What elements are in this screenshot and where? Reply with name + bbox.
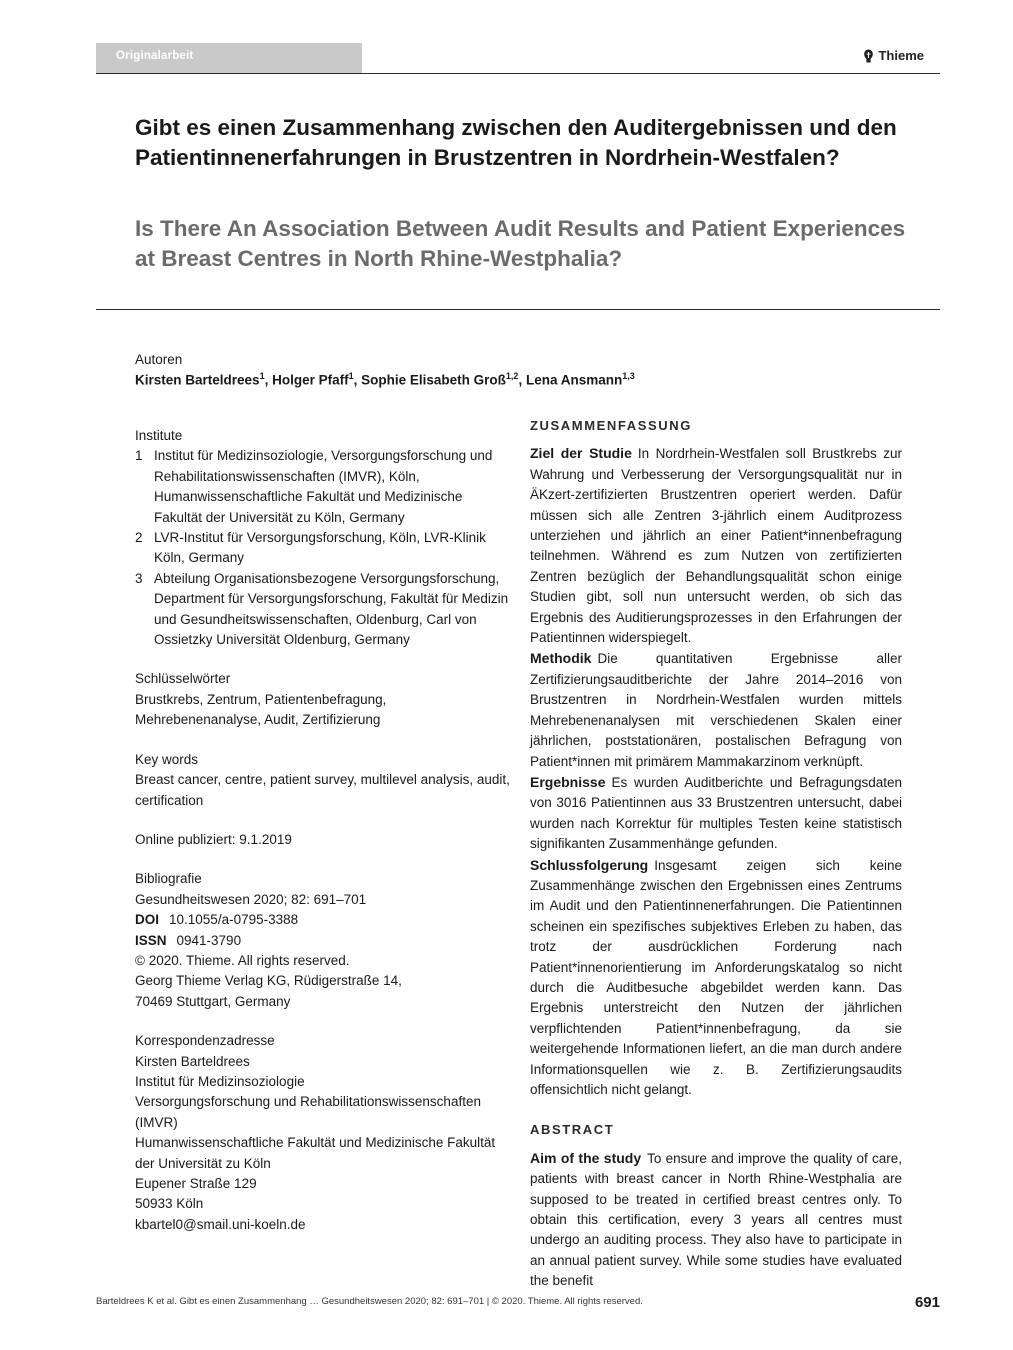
author-affiliation: 1	[348, 371, 354, 381]
summary-text: In Nordrhein-Westfalen soll Brustkrebs zur Wahrung und Verbesserung der Versorgungsqualität nur in ÄKzert-zertifizierten Brustzentren operiert werden. Dafür müssen sich alle Zentren 3-jährlich einem Auditprozess unterziehen und jährlich an einer Patient*innenbefragung teilnehmen. Während es zum Nutzen von zertifizierten Zentren bezüglich der Behandlungsqualität schon einige Studien gibt, soll nun untersucht werden, ob sich das Ergebnis des Auditierungsprozesses in den Erfahrungen der Patientinnen widerspiegelt.	[530, 446, 902, 646]
title-german: Gibt es einen Zusammenhang zwischen den Auditergebnissen und den Patientinnenerfahrungen in Brustzentren in Nordrhein-Westfalen?	[135, 115, 897, 170]
keywords-en-section	[135, 750, 510, 811]
author-separator: ,	[518, 372, 526, 388]
issn-row	[135, 931, 510, 951]
summary-paragraph	[530, 855, 902, 1101]
summary-subheading: Methodik	[530, 650, 592, 667]
page-number: 691	[914, 1294, 940, 1311]
author-affiliation: 1,3	[622, 371, 635, 381]
author-name: Kirsten Barteldrees	[135, 372, 260, 388]
title-divider	[96, 309, 940, 310]
correspondence-line: Institut für Medizinsoziologie	[135, 1073, 305, 1089]
copyright-line: © 2020. Thieme. All rights reserved.	[135, 952, 350, 968]
institute-number: 3	[135, 570, 143, 586]
institute-item	[135, 528, 510, 569]
institute-item	[135, 446, 510, 528]
summary-paragraph	[530, 772, 902, 855]
thieme-logo-icon	[863, 49, 874, 63]
correspondence-line: Kirsten Barteldrees	[135, 1053, 250, 1069]
correspondence-line: Humanwissenschaftliche Fakultät und Medizinische Fakultät der Universität zu Köln	[135, 1135, 496, 1171]
summary-paragraph	[530, 443, 902, 648]
author-affiliation: 1	[259, 371, 265, 381]
doi-row	[135, 910, 510, 930]
author-list	[135, 371, 635, 388]
doi-value: 10.1055/a-0795-3388	[169, 912, 299, 928]
authors-label: Autoren	[135, 352, 183, 367]
summary-subheading: Aim of the study	[530, 1149, 642, 1166]
correspondence-line: kbartel0@smail.uni-koeln.de	[135, 1216, 306, 1232]
keywords-de-text: Brustkrebs, Zentrum, Patientenbefragung, Mehrebenenanalyse, Audit, Zertifizierung	[135, 691, 387, 728]
summary-subheading: Ergebnisse	[530, 773, 606, 790]
correspondence-line: 50933 Köln	[135, 1196, 204, 1212]
zusammenfassung-heading: ZUSAMMENFASSUNG	[530, 418, 692, 433]
correspondence-section	[135, 1031, 510, 1235]
keywords-de-label: Schlüsselwörter	[135, 671, 231, 687]
summary-text: Es wurden Auditberichte und Befragungsdaten von 3016 Patientinnen aus 33 Brustzentren untersucht, dabei wurden nach Korrektur für multiples Testen keine statistisch signifikanten Zusammenhänge gefunden.	[530, 774, 902, 852]
abstract-heading: ABSTRACT	[530, 1122, 615, 1138]
zusammenfassung-body	[530, 443, 902, 1100]
summary-subheading: Schlussfolgerung	[530, 856, 649, 873]
author-name: Sophie Elisabeth Groß	[361, 372, 506, 388]
institute-text: Institut für Medizinsoziologie, Versorgungsforschung und Rehabilitationswissenschaften (IMVR), Köln, Humanwissenschaftliche Fakultät und Medizinische Fakultät der Universität zu Köln, Germany	[154, 448, 493, 525]
section-tab	[96, 43, 362, 73]
correspondence-label: Korrespondenzadresse	[135, 1033, 275, 1049]
left-column	[135, 426, 510, 1254]
footer-citation: Barteldrees K et al. Gibt es einen Zusammenhang … Gesundheitswesen 2020; 82: 691–701 | © 2020. Thieme. All rights reserved.	[96, 1296, 643, 1307]
institute-item	[135, 569, 510, 651]
header-divider	[96, 73, 940, 74]
summary-text: Insgesamt zeigen sich keine Zusammenhänge zwischen den Ergebnissen eines Zentrums im Audit und den Patientinnenerfahrungen. Die Patientinnen scheinen ein spezifisches subjektives Erleben zu haben, das trotz der ausdrücklichen Forderung nach Patient*innenorientierung im Anforderungskatalog so nicht durch die Auditbesuche abgebildet werden kann. Das Ergebnis unterstreicht den Nutzen der jährlichen verpflichtenden Patient*innenbefragung, da sie weitergehende Informationen liefert, an die man durch andere Informationsquellen wie z. B. Zertifizierungsaudits offensichtlich nicht gelangt.	[530, 857, 902, 1097]
institute-list	[135, 446, 510, 650]
bibliography-journal: Gesundheitswesen 2020; 82: 691–701	[135, 891, 367, 907]
institute-text: LVR-Institut für Versorgungsforschung, Köln, LVR-Klinik Köln, Germany	[154, 530, 486, 566]
author-name: Lena Ansmann	[525, 372, 623, 388]
summary-paragraph	[530, 648, 902, 771]
abstract-body	[530, 1148, 902, 1292]
author-separator: ,	[353, 372, 362, 388]
author-name: Holger Pfaff	[272, 372, 349, 388]
right-column	[530, 416, 902, 1292]
issn-label: ISSN	[135, 932, 167, 948]
institute-number: 1	[135, 448, 143, 464]
summary-subheading: Ziel der Studie	[530, 445, 632, 462]
institute-text: Abteilung Organisationsbezogene Versorgungsforschung, Department für Versorgungsforschung, Fakultät für Medizin und Gesundheitswissenschaften, Oldenburg, Carl von Ossietzky Universität Oldenburg, Germany	[154, 570, 509, 648]
institutes-label: Institute	[135, 428, 183, 443]
bibliography-label: Bibliografie	[135, 871, 202, 887]
correspondence-line: Versorgungsforschung und Rehabilitationswissenschaften (IMVR)	[135, 1094, 481, 1130]
section-tab-label: Originalarbeit	[116, 50, 194, 62]
institute-number: 2	[135, 530, 143, 546]
title-english: Is There An Association Between Audit Results and Patient Experiences at Breast Centres in North Rhine-Westphalia?	[135, 216, 906, 271]
summary-text: Die quantitativen Ergebnisse aller Zertifizierungsauditberichte der Jahre 2014–2016 von Brustzentren in Nordrhein-Westfalen wurden mittels Mehrebenenanalysen mit verschiedenen Skalen einer jährlichen, poststationären, postalischen Befragung von Patient*innen mit primärem Mammakarzinom verknüpft.	[530, 651, 902, 769]
publisher-address-2: 70469 Stuttgart, Germany	[135, 993, 291, 1009]
keywords-en-text: Breast cancer, centre, patient survey, multilevel analysis, audit, certification	[135, 772, 510, 808]
doi-label: DOI	[135, 912, 160, 928]
bibliography-section	[135, 869, 510, 1012]
published-date: Online publiziert: 9.1.2019	[135, 831, 292, 847]
publisher-name: Thieme	[878, 48, 924, 63]
author-separator: ,	[264, 372, 273, 388]
summary-text: To ensure and improve the quality of care, patients with breast cancer in North Rhine-Westphalia are supposed to be treated in certified breast centres only. To obtain this certification, every 3 years all centres must undergo an auditing process. They also have to participate in an annual patient survey. While some studies have evaluated the benefit	[530, 1150, 902, 1289]
keywords-en-label: Key words	[135, 751, 199, 767]
correspondence-line: Eupener Straße 129	[135, 1176, 257, 1191]
institutes-section	[135, 426, 510, 650]
author-affiliation: 1,2	[505, 371, 519, 381]
keywords-de-section	[135, 669, 510, 730]
correspondence-lines	[135, 1052, 510, 1236]
summary-paragraph	[530, 1148, 902, 1292]
publisher-logo	[863, 48, 924, 63]
issn-value: 0941-3790	[176, 932, 242, 948]
publisher-address-1: Georg Thieme Verlag KG, Rüdigerstraße 14,	[135, 973, 402, 989]
